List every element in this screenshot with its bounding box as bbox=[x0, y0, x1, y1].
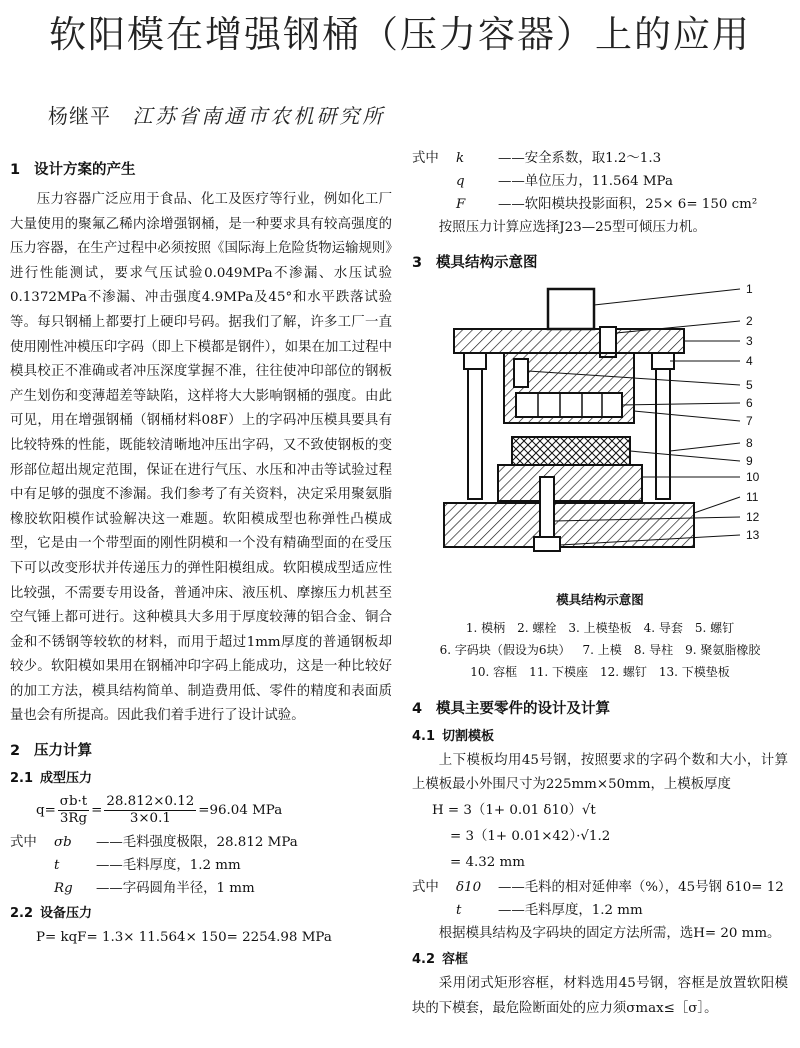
h-selection-text: 根据模具结构及字码块的固定方法所需，选H= 20 mm。 bbox=[438, 925, 781, 941]
definition-row: 式中 δ10 ——毛料的相对延伸率（%），45号钢 δ10= 12 bbox=[412, 879, 784, 895]
author-affiliation: 江苏省南通市农机研究所 bbox=[132, 104, 386, 128]
figure-label: 7 bbox=[746, 413, 753, 428]
figure-label: 4 bbox=[746, 353, 753, 368]
definition-row: q ——单位压力，11.564 MPa bbox=[456, 174, 673, 189]
figure-label: 10 bbox=[746, 469, 760, 484]
figure-label: 8 bbox=[746, 435, 753, 450]
p-formula: P= kqF= 1.3× 11.564× 150= 2254.98 MPa bbox=[36, 930, 332, 946]
figure-label: 13 bbox=[746, 527, 760, 542]
h-formula-line: = 4.32 mm bbox=[450, 854, 525, 870]
screw-lower bbox=[540, 477, 554, 537]
section-1-paragraph: 压力容器广泛应用于食品、化工及医疗等行业，例如化工厂大量使用的聚氟乙稀内涂增强钢桶，是一种要求具有较高强度的压力容器，在生产过程中必须按照《国际海上危险货物运输规则》进行性能测试，要求气压试验0.049MPa不渗漏、水压试验0.1372MPa不渗漏、冲击强度4.9MPa及45°和水平跌落试验等。每只钢桶上都要打上硬印号码。据我们了解，许多工厂一直使用刚性冲模压印字码（即上下模都是钢件），如果在加工过程中模具校正不准确或者冲压深度掌握不准，往往使冲印部位的钢板产生划伤和变薄超差等缺陷，这样将大大影响钢桶的强度。由此可见，用在增强钢桶（钢桶材料08F）上的字码冲压模具要具有比较特殊的性能，既能较清晰地冲压出字码，又不致使钢板的变形部位超出规定范围，保证在进行气压、水压和冲击等试验过程中有足够的强度不渗漏。我们参考了有关资料，决定采用聚氨脂橡胶软阳模作试验解决这一难题。软阳模成型也称弹性凸模成型，它是由一个带型面的刚性阴模和一个没有精确型面的在受压下可以改变形状并传递压力的弹性阳模组成。软阳模成型适应性比较强，不需要专用设备，普通冲床、液压机、摩擦压力机甚至空气锤上都可进行。这种模具大多用于厚度较薄的铝合金、铜合金和不锈钢等较软的材料，而用于超过1mm厚度的普通钢板却较少。软阳模如果用在钢桶冲印字码上能成功，这是一种比较好的加工方法，模具结构简单、制造费用低、零件的精度和表面质量也会有所提高。因此我们着手进行了设计试验。 bbox=[10, 192, 392, 724]
section-1-heading: 1 设计方案的产生 bbox=[10, 162, 136, 178]
p-formula-definitions bbox=[412, 147, 788, 216]
character-blocks bbox=[516, 393, 622, 417]
definition-row: 式中 k ——安全系数，取1.2～1.3 bbox=[412, 151, 662, 166]
author-name: 杨继平 bbox=[48, 104, 111, 128]
die-drawing bbox=[412, 281, 788, 571]
definition-row: Rg ——字码圆角半径，1 mm bbox=[54, 881, 255, 897]
section-4-2-paragraph: 采用闭式矩形容框，材料选用45号钢，容框是放置软阳模块的下模套，最危险断面处的应力须σmax≤［σ］。 bbox=[412, 976, 788, 1016]
section-4-heading: 4 模具主要零件的设计及计算 bbox=[412, 700, 610, 717]
section-2-2-heading: 2.2 设备压力 bbox=[10, 906, 93, 922]
press-selection-text: 按照压力计算应选择J23—25型可倾压力机。 bbox=[438, 220, 706, 235]
paper-title: 软阳模在增强钢桶（压力容器）上的应用 bbox=[49, 13, 751, 56]
section-4-1-paragraph: 上下模板均用45号钢，按照要求的字码个数和大小，计算上模板最小外围尺寸为225mm×50mm，上模板厚度 bbox=[412, 752, 788, 793]
author-line bbox=[48, 100, 385, 129]
figure-label: 12 bbox=[746, 509, 760, 524]
figure-caption: 模具结构示意图 bbox=[556, 592, 644, 608]
upper-bolster bbox=[454, 329, 684, 353]
lower-die-seat bbox=[444, 503, 694, 547]
figure-legend bbox=[412, 617, 788, 683]
section-2-1-heading: 2.1 成型压力 bbox=[10, 771, 93, 787]
guide-pillar-left bbox=[468, 359, 482, 499]
section-2-heading: 2 压力计算 bbox=[10, 743, 92, 760]
formula-definitions bbox=[10, 831, 392, 900]
die-shank bbox=[548, 289, 594, 329]
figure-label: 11 bbox=[746, 489, 759, 504]
screw bbox=[514, 359, 528, 387]
figure-label: 1 bbox=[746, 281, 753, 296]
figure-label: 9 bbox=[746, 453, 753, 468]
section-4-2-heading: 4.2 容框 bbox=[412, 952, 469, 968]
screw-head bbox=[534, 537, 560, 551]
h-formula-line: = 3（1+ 0.01×42）·√1.2 bbox=[450, 828, 611, 844]
polyurethane-rubber bbox=[512, 437, 630, 465]
figure-label: 3 bbox=[746, 333, 753, 348]
definition-row: t ——毛料厚度，1.2 mm bbox=[54, 858, 241, 874]
guide-sleeve-left bbox=[464, 353, 486, 369]
definition-row: 式中 σb ——毛料强度极限，28.812 MPa bbox=[10, 835, 298, 851]
die-structure-figure bbox=[412, 281, 788, 621]
figure-label: 2 bbox=[746, 313, 753, 328]
section-4-1-heading: 4.1 切割模板 bbox=[412, 728, 495, 744]
definition-row: F ——软阳模块投影面积，25× 6= 150 cm² bbox=[456, 197, 758, 212]
right-column bbox=[412, 147, 788, 1022]
container-frame bbox=[498, 465, 642, 501]
left-column bbox=[10, 152, 392, 951]
legend-line: 6. 字码块（假设为6块） 7. 上模 8. 导柱 9. 聚氨脂橡胶 bbox=[439, 642, 761, 657]
legend-line: 1. 模柄 2. 螺栓 3. 上模垫板 4. 导套 5. 螺钉 bbox=[465, 620, 735, 635]
figure-label: 5 bbox=[746, 377, 753, 392]
legend-line: 10. 容框 11. 下模座 12. 螺钉 13. 下模垫板 bbox=[470, 664, 730, 679]
definition-row: t ——毛料厚度，1.2 mm bbox=[456, 902, 643, 918]
q-formula: q= $\frac{\sigma b\cdot t}{3Rg}$ = $\frac{28.812\times 0.12}{3\times 0.1}$ =96.04 MPa bbox=[36, 794, 283, 827]
section-3-heading: 3 模具结构示意图 bbox=[412, 254, 538, 271]
h-formula-line: H = 3（1+ 0.01 δ10）√t bbox=[432, 802, 596, 818]
figure-label: 6 bbox=[746, 395, 753, 410]
